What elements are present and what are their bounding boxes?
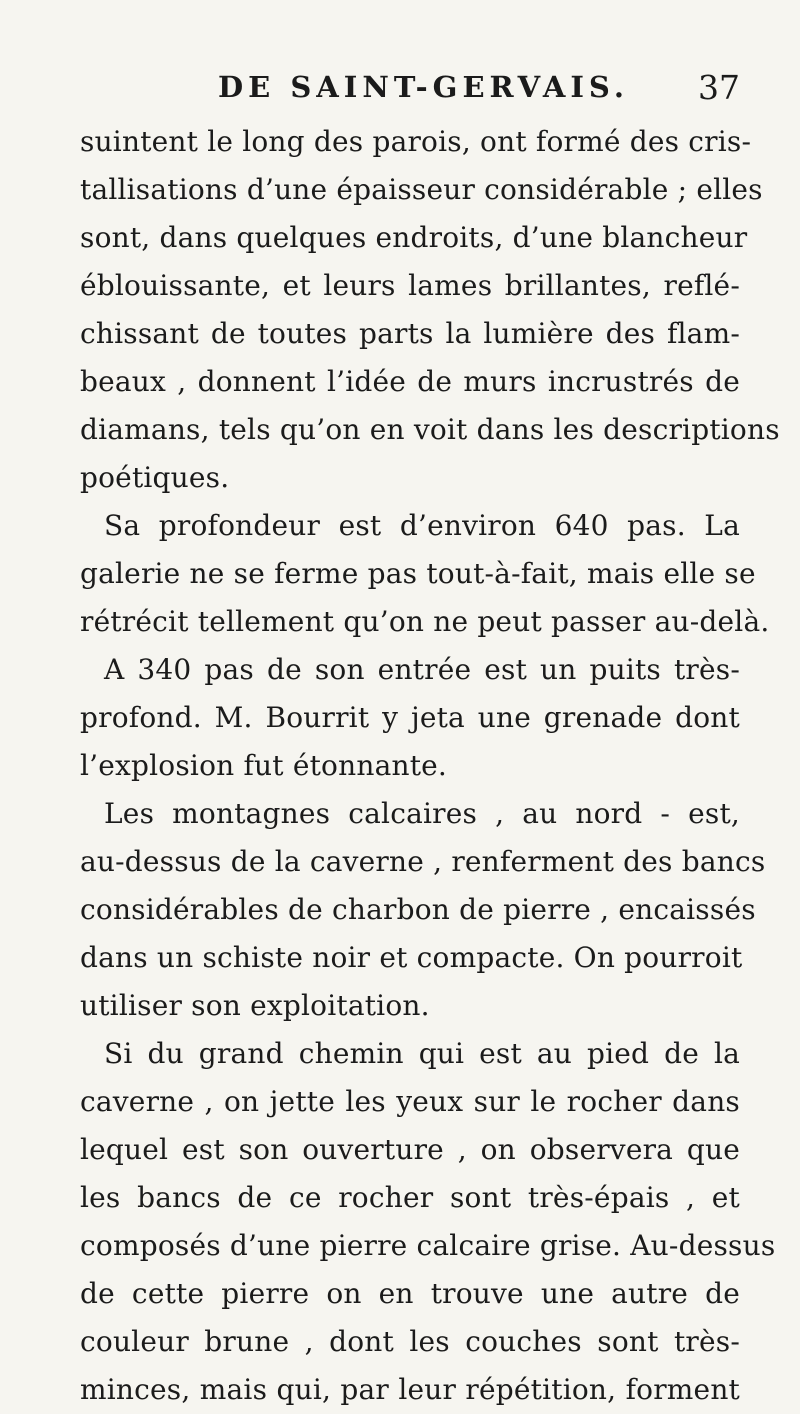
text-line: tallisations d’une épaisseur considérable ; elles (80, 173, 763, 206)
text-line: galerie ne se ferme pas tout-à-fait, mais elle se (80, 557, 756, 590)
running-header (218, 70, 740, 116)
text-line: considérables de charbon de pierre , encaissés (80, 893, 756, 926)
text-line: au-dessus de la caverne , renferment des bancs (80, 845, 766, 878)
paragraph-start-line: Les montagnes calcaires , au nord - est, (104, 797, 740, 830)
paragraph-start-line: Si du grand chemin qui est au pied de la (104, 1037, 740, 1070)
text-line: lequel est son ouverture , on observera que (80, 1133, 740, 1166)
text-line: éblouissante, et leurs lames brillantes, reflé- (80, 269, 740, 302)
text-line: dans un schiste noir et compacte. On pourroit (80, 941, 743, 974)
text-line: caverne , on jette les yeux sur le rocher dans (80, 1085, 740, 1118)
page-body (80, 118, 780, 1414)
text-line: couleur brune , dont les couches sont très- (80, 1325, 740, 1358)
text-line: beaux , donnent l’idée de murs incrustrés de (80, 365, 740, 398)
text-line: minces, mais qui, par leur répétition, forment (80, 1373, 740, 1406)
text-line: les bancs de ce rocher sont très-épais , et (80, 1181, 740, 1214)
running-title: DE SAINT-GERVAIS. (218, 70, 629, 104)
text-line: utiliser son exploitation. (80, 989, 430, 1022)
text-line: de cette pierre on en trouve une autre de (80, 1277, 740, 1310)
paragraph-start-line: Sa profondeur est d’environ 640 pas. La (104, 509, 740, 542)
text-line: A 340 pas de son entrée est un puits très- (104, 653, 740, 686)
text-line: poétiques. (80, 461, 230, 494)
text-line: l’explosion fut étonnante. (80, 749, 448, 782)
page-number: 37 (698, 68, 740, 107)
text-line: suintent le long des parois, ont formé des cris- (80, 125, 752, 158)
text-line: profond. M. Bourrit y jeta une grenade dont (80, 701, 740, 734)
text-line: diamans, tels qu’on en voit dans les descriptions (80, 413, 780, 446)
text-line: sont, dans quelques endroits, d’une blancheur (80, 221, 748, 254)
text-line: rétrécit tellement qu’on ne peut passer au-delà. (80, 605, 770, 638)
text-line: chissant de toutes parts la lumière des flam- (80, 317, 740, 350)
text-line: composés d’une pierre calcaire grise. Au-dessus (80, 1229, 776, 1262)
